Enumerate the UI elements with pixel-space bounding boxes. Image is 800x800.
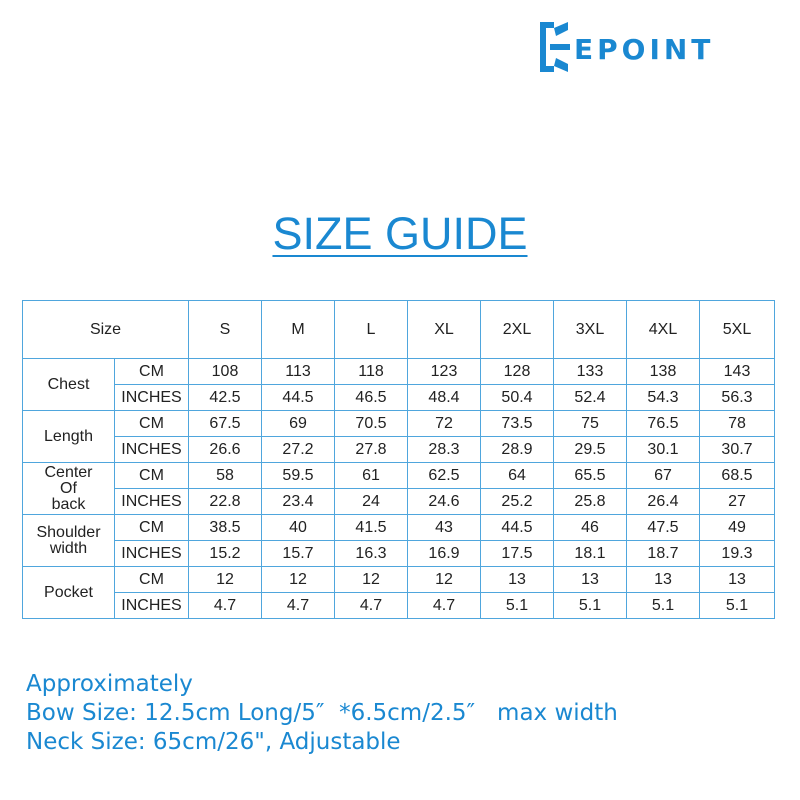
size-label-5xl: 5XL bbox=[700, 301, 775, 359]
value-cell: 23.4 bbox=[262, 489, 335, 515]
value-cell: 75 bbox=[554, 411, 627, 437]
size-guide-table bbox=[22, 300, 775, 619]
value-cell: 17.5 bbox=[481, 541, 554, 567]
table-row bbox=[23, 463, 775, 489]
value-cell: 5.1 bbox=[554, 593, 627, 619]
unit-label: INCHES bbox=[115, 541, 189, 567]
value-cell: 28.3 bbox=[408, 437, 481, 463]
value-cell: 13 bbox=[481, 567, 554, 593]
value-cell: 47.5 bbox=[627, 515, 700, 541]
table-row bbox=[23, 541, 775, 567]
value-cell: 4.7 bbox=[189, 593, 262, 619]
value-cell: 46 bbox=[554, 515, 627, 541]
value-cell: 76.5 bbox=[627, 411, 700, 437]
value-cell: 123 bbox=[408, 359, 481, 385]
value-cell: 5.1 bbox=[627, 593, 700, 619]
value-cell: 30.1 bbox=[627, 437, 700, 463]
value-cell: 73.5 bbox=[481, 411, 554, 437]
value-cell: 5.1 bbox=[700, 593, 775, 619]
value-cell: 64 bbox=[481, 463, 554, 489]
value-cell: 13 bbox=[627, 567, 700, 593]
value-cell: 24 bbox=[335, 489, 408, 515]
value-cell: 138 bbox=[627, 359, 700, 385]
value-cell: 27.8 bbox=[335, 437, 408, 463]
unit-label: INCHES bbox=[115, 437, 189, 463]
value-cell: 143 bbox=[700, 359, 775, 385]
value-cell: 18.1 bbox=[554, 541, 627, 567]
value-cell: 25.8 bbox=[554, 489, 627, 515]
value-cell: 4.7 bbox=[262, 593, 335, 619]
value-cell: 68.5 bbox=[700, 463, 775, 489]
unit-label: CM bbox=[115, 463, 189, 489]
value-cell: 52.4 bbox=[554, 385, 627, 411]
value-cell: 41.5 bbox=[335, 515, 408, 541]
value-cell: 16.9 bbox=[408, 541, 481, 567]
measurement-name: Shoulder width bbox=[23, 515, 115, 567]
size-label-3xl: 3XL bbox=[554, 301, 627, 359]
brand-logo bbox=[538, 18, 714, 76]
value-cell: 26.4 bbox=[627, 489, 700, 515]
value-cell: 12 bbox=[189, 567, 262, 593]
brand-name: EPOINT bbox=[574, 32, 715, 66]
unit-label: INCHES bbox=[115, 489, 189, 515]
value-cell: 49 bbox=[700, 515, 775, 541]
value-cell: 59.5 bbox=[262, 463, 335, 489]
size-label-2xl: 2XL bbox=[481, 301, 554, 359]
measurement-name: Chest bbox=[23, 359, 115, 411]
value-cell: 44.5 bbox=[262, 385, 335, 411]
note-bow-size: Bow Size: 12.5cm Long/5″ *6.5cm/2.5″ max width bbox=[26, 700, 618, 726]
value-cell: 13 bbox=[554, 567, 627, 593]
measurement-name: Length bbox=[23, 411, 115, 463]
value-cell: 40 bbox=[262, 515, 335, 541]
value-cell: 12 bbox=[408, 567, 481, 593]
table-row bbox=[23, 593, 775, 619]
value-cell: 24.6 bbox=[408, 489, 481, 515]
value-cell: 67 bbox=[627, 463, 700, 489]
value-cell: 5.1 bbox=[481, 593, 554, 619]
unit-label: INCHES bbox=[115, 593, 189, 619]
unit-label: CM bbox=[115, 515, 189, 541]
size-label-xl: XL bbox=[408, 301, 481, 359]
unit-label: CM bbox=[115, 411, 189, 437]
value-cell: 56.3 bbox=[700, 385, 775, 411]
value-cell: 58 bbox=[189, 463, 262, 489]
value-cell: 44.5 bbox=[481, 515, 554, 541]
value-cell: 4.7 bbox=[335, 593, 408, 619]
value-cell: 48.4 bbox=[408, 385, 481, 411]
value-cell: 118 bbox=[335, 359, 408, 385]
table-row bbox=[23, 567, 775, 593]
value-cell: 67.5 bbox=[189, 411, 262, 437]
unit-label: CM bbox=[115, 359, 189, 385]
value-cell: 27 bbox=[700, 489, 775, 515]
value-cell: 42.5 bbox=[189, 385, 262, 411]
value-cell: 65.5 bbox=[554, 463, 627, 489]
note-approximately: Approximately bbox=[26, 671, 193, 697]
value-cell: 29.5 bbox=[554, 437, 627, 463]
size-label-s: S bbox=[189, 301, 262, 359]
table-row bbox=[23, 359, 775, 385]
value-cell: 25.2 bbox=[481, 489, 554, 515]
size-label-l: L bbox=[335, 301, 408, 359]
measurement-name: Pocket bbox=[23, 567, 115, 619]
size-header-cell: Size bbox=[23, 301, 189, 359]
header-row bbox=[23, 301, 775, 359]
notes-block bbox=[26, 670, 618, 757]
value-cell: 12 bbox=[335, 567, 408, 593]
value-cell: 38.5 bbox=[189, 515, 262, 541]
value-cell: 78 bbox=[700, 411, 775, 437]
value-cell: 27.2 bbox=[262, 437, 335, 463]
value-cell: 46.5 bbox=[335, 385, 408, 411]
value-cell: 61 bbox=[335, 463, 408, 489]
value-cell: 70.5 bbox=[335, 411, 408, 437]
value-cell: 54.3 bbox=[627, 385, 700, 411]
value-cell: 22.8 bbox=[189, 489, 262, 515]
value-cell: 19.3 bbox=[700, 541, 775, 567]
value-cell: 15.7 bbox=[262, 541, 335, 567]
table-row bbox=[23, 437, 775, 463]
table-row bbox=[23, 515, 775, 541]
value-cell: 113 bbox=[262, 359, 335, 385]
value-cell: 108 bbox=[189, 359, 262, 385]
value-cell: 12 bbox=[262, 567, 335, 593]
value-cell: 50.4 bbox=[481, 385, 554, 411]
table-row bbox=[23, 489, 775, 515]
value-cell: 4.7 bbox=[408, 593, 481, 619]
value-cell: 62.5 bbox=[408, 463, 481, 489]
value-cell: 26.6 bbox=[189, 437, 262, 463]
table-row bbox=[23, 385, 775, 411]
value-cell: 18.7 bbox=[627, 541, 700, 567]
unit-label: CM bbox=[115, 567, 189, 593]
brand-logo-mark-icon bbox=[538, 18, 572, 76]
size-label-m: M bbox=[262, 301, 335, 359]
note-neck-size: Neck Size: 65cm/26", Adjustable bbox=[26, 729, 401, 755]
value-cell: 16.3 bbox=[335, 541, 408, 567]
size-label-4xl: 4XL bbox=[627, 301, 700, 359]
value-cell: 133 bbox=[554, 359, 627, 385]
measurement-name: Center Of back bbox=[23, 463, 115, 515]
table-row bbox=[23, 411, 775, 437]
value-cell: 30.7 bbox=[700, 437, 775, 463]
value-cell: 69 bbox=[262, 411, 335, 437]
value-cell: 28.9 bbox=[481, 437, 554, 463]
page-title: SIZE GUIDE bbox=[272, 208, 528, 259]
value-cell: 43 bbox=[408, 515, 481, 541]
value-cell: 13 bbox=[700, 567, 775, 593]
value-cell: 15.2 bbox=[189, 541, 262, 567]
value-cell: 128 bbox=[481, 359, 554, 385]
unit-label: INCHES bbox=[115, 385, 189, 411]
value-cell: 72 bbox=[408, 411, 481, 437]
